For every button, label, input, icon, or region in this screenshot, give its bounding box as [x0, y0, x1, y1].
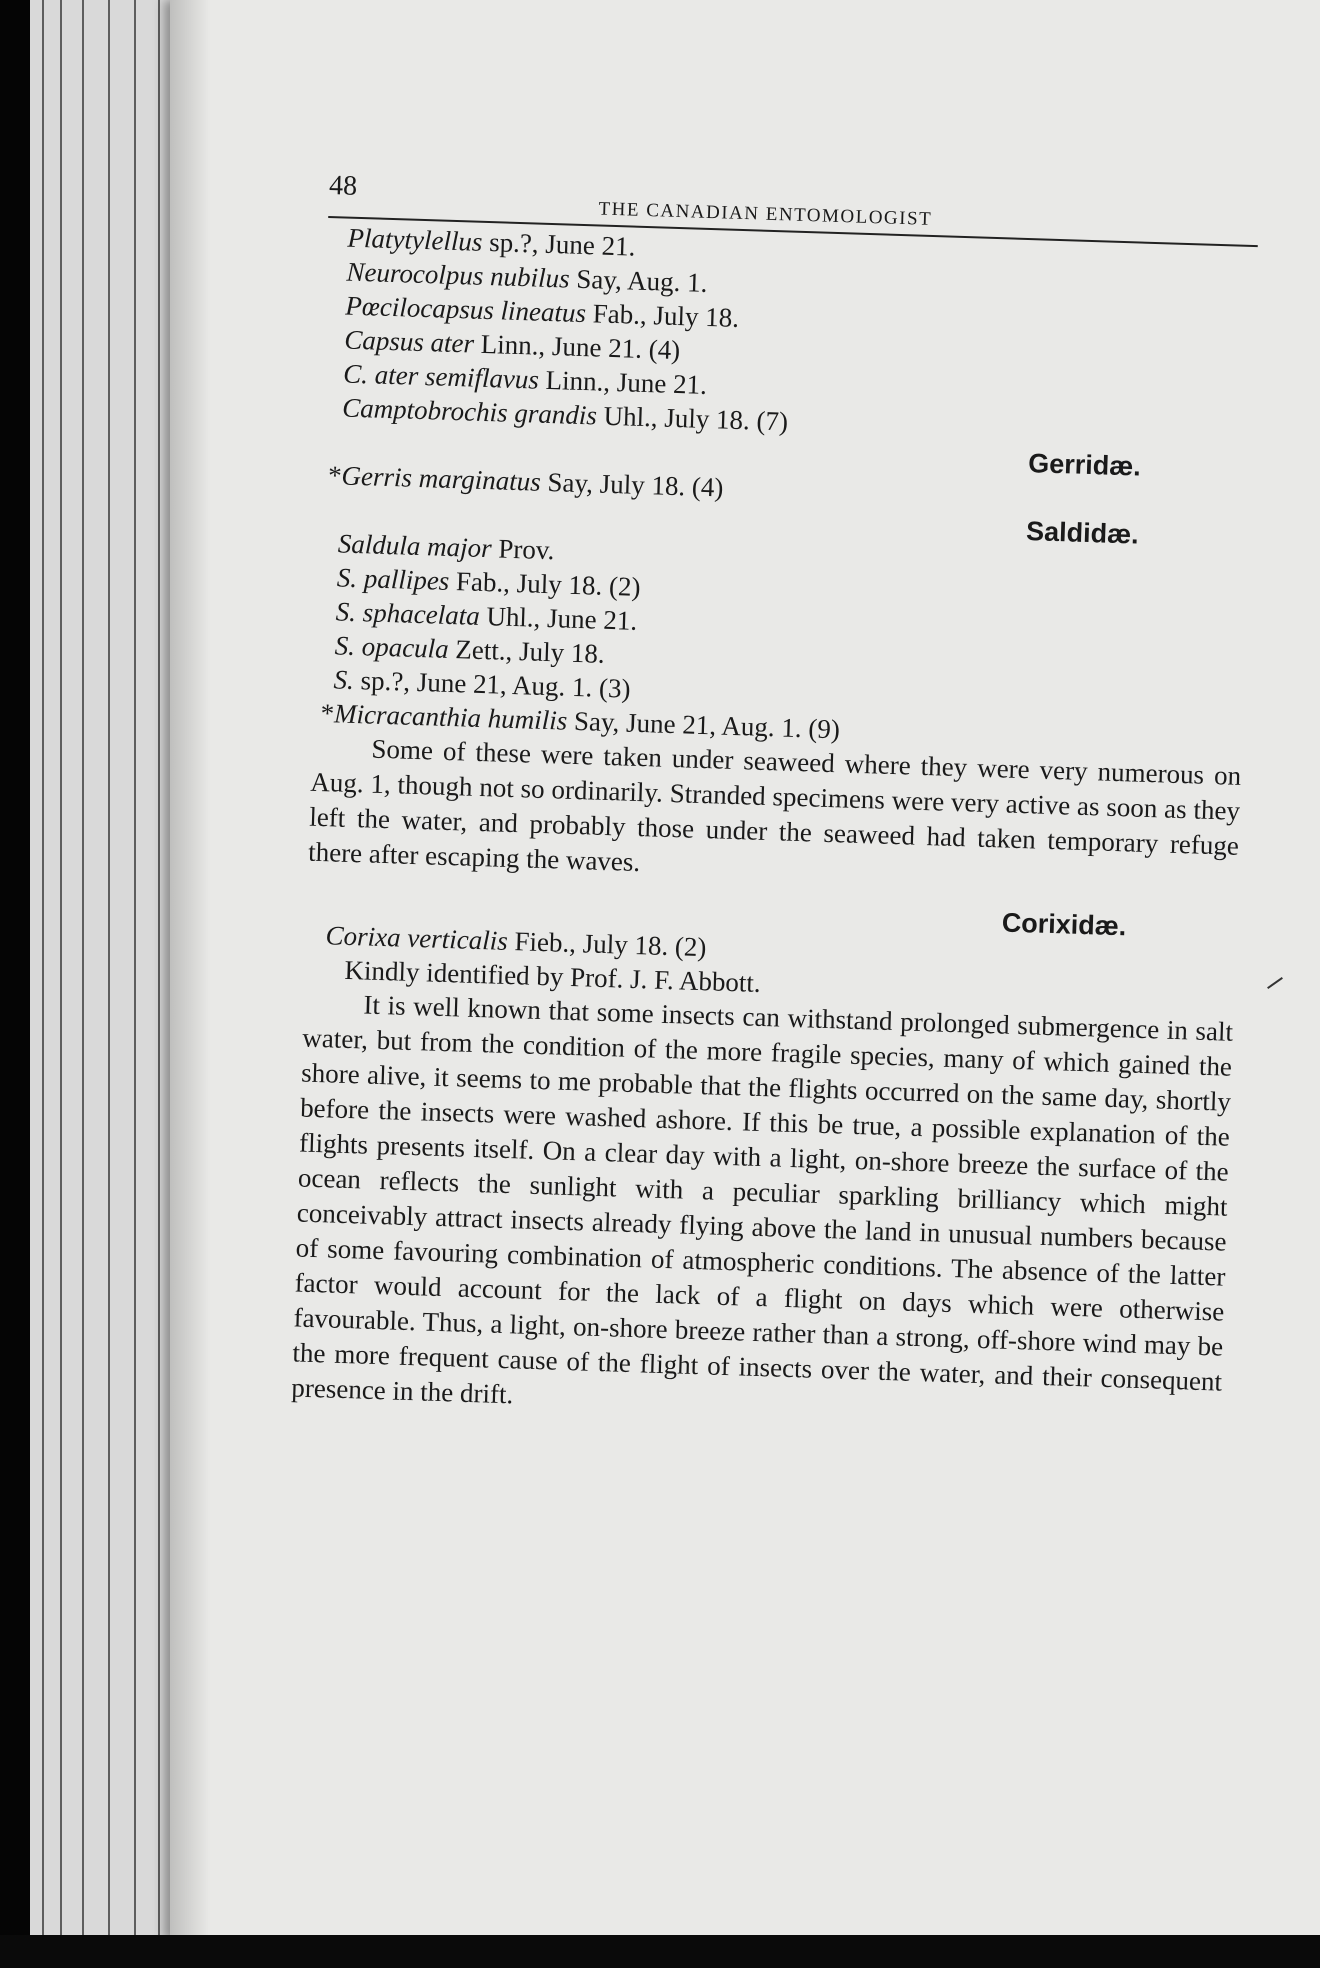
species-detail: Linn., June 21. — [538, 364, 708, 400]
new-record-marker: * — [327, 460, 343, 491]
species-name: Pœcilocapsus lineatus — [344, 290, 587, 329]
species-detail: Zett., July 18. — [448, 633, 606, 669]
family-heading-corixidae: Corixidæ. — [1001, 907, 1127, 942]
new-record-marker: * — [320, 697, 335, 729]
species-name: Corixa verticalis — [325, 920, 509, 956]
species-name: S. — [333, 664, 355, 696]
species-name: Neurocolpus nubilus — [346, 256, 571, 294]
species-detail: Linn., June 21. (4) — [473, 328, 681, 366]
running-head: THE CANADIAN ENTOMOLOGIST — [598, 198, 933, 230]
species-detail: Fab., July 18. — [585, 298, 740, 333]
species-detail: Uhl., July 18. (7) — [596, 400, 789, 437]
page-edge-line — [134, 0, 136, 1950]
page-edge-line — [42, 0, 44, 1950]
page-edge-line — [60, 0, 62, 1950]
identification-note: Kindly identified by Prof. J. F. Abbott. — [344, 954, 762, 998]
page-content — [291, 160, 1260, 1435]
species-name: S. sphacelata — [335, 596, 481, 631]
species-detail: sp.?, June 21, Aug. 1. (3) — [353, 665, 631, 704]
family-heading-saldidae: Saldidæ. — [1025, 516, 1140, 550]
species-list-miridae — [322, 220, 1258, 453]
saldidae-paragraph: Some of these were taken under seaweed where they were very numerous on Aug. 1, though not so ordinarily. Stranded specimens were very active as soon as they left the water, and probably those under the seaweed had taken temporary refuge there after escaping the waves. — [307, 733, 1242, 878]
page-edge-line — [108, 0, 110, 1950]
species-detail: Uhl., June 21. — [479, 600, 638, 636]
species-name: Gerris marginatus — [341, 460, 542, 497]
species-name: S. pallipes — [336, 562, 450, 596]
closing-paragraph: It is well known that some insects can withstand prolonged submergence in salt water, but from the condition of the more fragile species, many of which gained the shore alive, it seems to me probable that the flights occurred on the same day, shortly before the insects were washed ashore. If this be true, a possible explanation of the flights presents itself. On a clear day with a light, on-shore breeze the surface of the ocean reflects the sunlight with a peculiar sparkling brilliancy which might conceivably attract insects already flying above the land in unusual numbers because of some favouring combination of atmospheric conditions. The absence of the latter factor would account for the lack of a flight on days which were otherwise favourable. Thus, a light, on-shore breeze rather than a strong, off-shore wind may be the more frequent cause of the flight of insects over the water, and their consequent presence in the drift. — [290, 989, 1234, 1410]
species-name: Camptobrochis grandis — [341, 392, 598, 431]
family-heading-gerridae: Gerridæ. — [1027, 448, 1142, 482]
species-name: C. ater semiflavus — [342, 358, 540, 395]
species-name: S. opacula — [334, 630, 450, 664]
species-detail: Fab., July 18. (2) — [448, 565, 641, 602]
species-detail: sp.?, June 21. — [482, 226, 636, 262]
species-detail: Say, June 21, Aug. 1. (9) — [566, 705, 841, 745]
page-edge-line — [82, 0, 84, 1950]
bottom-edge — [0, 1935, 1320, 1968]
page-edge-line — [158, 0, 160, 1950]
spine-shadow — [170, 0, 210, 1940]
page-number: 48 — [328, 169, 358, 202]
species-detail: Say, Aug. 1. — [569, 263, 708, 298]
species-name: Saldula major — [337, 528, 493, 564]
species-detail: Fieb., July 18. (2) — [507, 925, 707, 963]
species-detail: Say, July 18. (4) — [540, 466, 724, 503]
species-detail: Prov. — [491, 533, 555, 566]
species-name: Capsus ater — [343, 324, 475, 359]
species-name: Micracanthia humilis — [333, 698, 568, 736]
species-name: Platytylellus — [347, 222, 483, 257]
